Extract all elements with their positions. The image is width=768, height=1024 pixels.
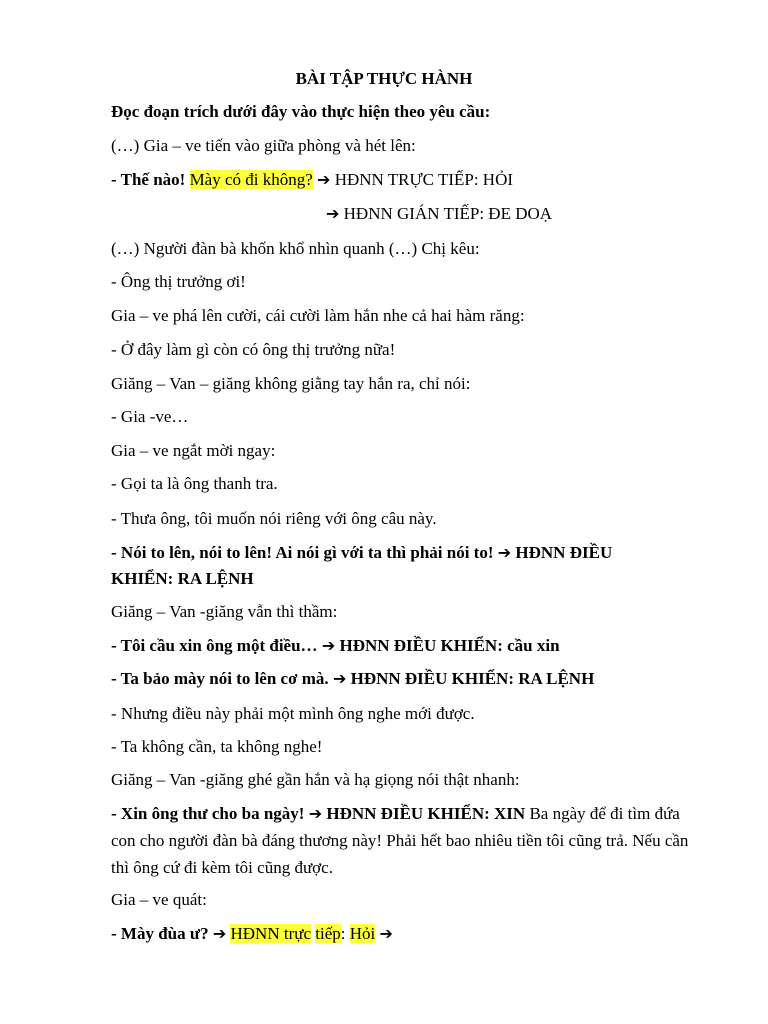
note-order: HĐNN ĐIỀU KHIỂN: RA LỆNH xyxy=(346,669,595,688)
dialogue-12: - Thưa ông, tôi muốn nói riêng với ông câu này. xyxy=(111,509,437,528)
dialogue-18: - Ta không cần, ta không nghe! xyxy=(111,737,323,756)
highlight-direct: HĐNN trực xyxy=(230,924,311,943)
highlight-ask: Hỏi xyxy=(349,924,376,943)
dialogue-20-rest: Ba ngày để đi tìm đứa con cho người đàn bà đáng thương này! Phải hết bao nhiêu tiền tôi cũng trả. Nếu cần thì ông cứ đi kèm tôi cũng được. xyxy=(111,804,689,877)
dialogue-13-text: - Nói to lên, nói to lên! Ai nói gì với ta thì phải nói to! xyxy=(111,543,498,562)
paragraph-6: Gia – ve phá lên cười, cái cười làm hắn nhe cả hai hàm răng: xyxy=(111,306,525,325)
dialogue-22 xyxy=(111,923,393,945)
document-title: BÀI TẬP THỰC HÀNH xyxy=(295,69,473,88)
paragraph-1: (…) Gia – ve tiến vào giữa phòng và hét lên: xyxy=(111,136,416,155)
paragraph-8: Giăng – Van – giăng không giằng tay hắn ra, chỉ nói: xyxy=(111,374,471,393)
note-direct-ask: HĐNN TRỰC TIẾP: HỎI xyxy=(330,170,514,189)
note-request: HĐNN ĐIỀU KHIỂN: XIN xyxy=(322,804,526,823)
note-command-cont: KHIỂN: RA LỆNH xyxy=(111,569,254,588)
highlight-question: Mày có đi không? xyxy=(189,170,313,189)
arrow-icon: ➔ xyxy=(212,924,227,943)
note-indirect-threat: HĐNN GIÁN TIẾP: ĐE DOẠ xyxy=(339,204,553,223)
arrow-icon: ➔ xyxy=(332,669,347,688)
paragraph-19: Giăng – Van -giăng ghé gần hắn và hạ giọng nói thật nhanh: xyxy=(111,770,520,789)
dialogue-5: - Ông thị trưởng ơi! xyxy=(111,272,246,291)
arrow-icon: ➔ xyxy=(379,924,393,943)
arrow-icon: ➔ xyxy=(308,804,323,823)
dialogue-15 xyxy=(111,635,560,657)
arrow-icon: ➔ xyxy=(317,170,331,189)
note-indirect xyxy=(326,203,552,225)
dialogue-2-prefix: - Thế nào! xyxy=(111,170,190,189)
paragraph-10: Gia – ve ngắt mời ngay: xyxy=(111,441,276,460)
highlight-tiep: tiếp xyxy=(315,924,341,943)
arrow-icon: ➔ xyxy=(497,543,512,562)
dialogue-15-text: - Tôi cầu xin ông một điều… xyxy=(111,636,322,655)
dialogue-20 xyxy=(111,800,696,881)
paragraph-4: (…) Người đàn bà khốn khổ nhìn quanh (…) Chị kêu: xyxy=(111,239,480,258)
dialogue-7: - Ở đây làm gì còn có ông thị trưởng nữa! xyxy=(111,340,396,359)
note-command: HĐNN ĐIỀU xyxy=(511,543,613,562)
arrow-icon: ➔ xyxy=(326,204,340,223)
arrow-icon: ➔ xyxy=(321,636,336,655)
dialogue-11: - Gọi ta là ông thanh tra. xyxy=(111,474,278,493)
paragraph-14: Giăng – Van -giăng vẫn thì thầm: xyxy=(111,602,338,621)
dialogue-9: - Gia -ve… xyxy=(111,407,189,426)
dialogue-16 xyxy=(111,668,594,690)
colon: : xyxy=(340,924,350,943)
dialogue-17: - Nhưng điều này phải một mình ông nghe mới được. xyxy=(111,704,475,723)
dialogue-2 xyxy=(111,169,513,191)
instruction: Đọc đoạn trích dưới đây vào thực hiện theo yêu cầu: xyxy=(111,102,491,121)
dialogue-16-text: - Ta bảo mày nói to lên cơ mà. xyxy=(111,669,333,688)
dialogue-22-text: - Mày đùa ư? xyxy=(111,924,213,943)
dialogue-20-text: - Xin ông thư cho ba ngày! xyxy=(111,804,309,823)
note-plea: HĐNN ĐIỀU KHIỂN: cầu xin xyxy=(335,636,560,655)
paragraph-21: Gia – ve quát: xyxy=(111,890,207,909)
dialogue-13 xyxy=(111,542,612,564)
